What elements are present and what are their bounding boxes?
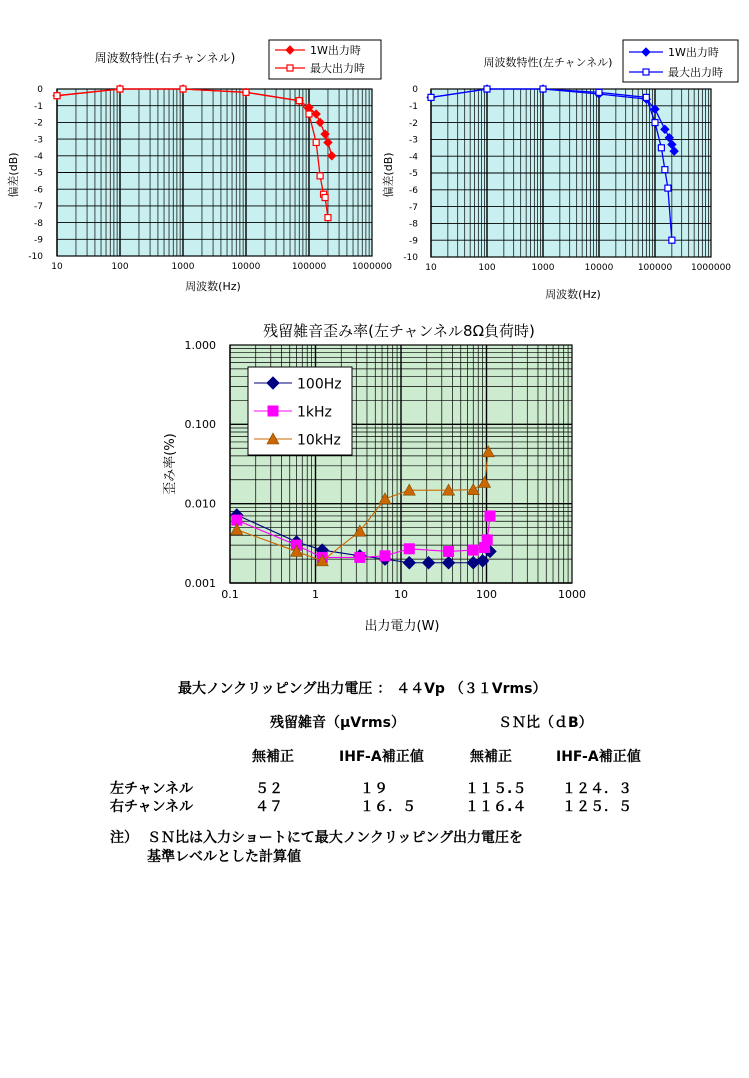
data-point — [355, 552, 365, 562]
x-tick-label: 1000000 — [690, 263, 732, 273]
sn-ihfa-value: １２４．３ — [562, 781, 632, 797]
y-tick-label: -9 — [34, 235, 43, 246]
y-tick-label: 0.100 — [184, 418, 216, 432]
y-axis-label: 偏差(dB) — [382, 152, 395, 198]
data-point — [485, 511, 495, 521]
x-tick-label: 1000 — [558, 588, 586, 601]
max-output-voltage-headline: 最大ノンクリッピング出力電圧 ： ４４Vp （３１Vrms） — [178, 681, 547, 697]
chart-title: 周波数特性(右チャンネル) — [94, 51, 236, 65]
distortion-chart — [150, 315, 600, 640]
x-axis-label: 出力電力(W) — [364, 619, 440, 634]
chart-title: 周波数特性(左チャンネル) — [483, 56, 613, 69]
y-tick-label: -10 — [28, 252, 43, 263]
data-point — [243, 89, 249, 95]
y-tick-label: -2 — [34, 118, 43, 129]
data-point — [662, 167, 668, 173]
noise-uncorrected-header: 無補正 — [252, 749, 294, 765]
x-tick-label: 100 — [478, 263, 496, 273]
sn-raw-value: １１６.４ — [465, 799, 527, 815]
note-line-2: 基準レベルとした計算値 — [147, 849, 301, 865]
x-tick-label: 100000 — [637, 263, 673, 273]
sn-raw-value: １１５.５ — [465, 781, 527, 797]
x-axis-label: 周波数(Hz) — [185, 280, 241, 293]
y-tick-label: -7 — [34, 202, 43, 213]
y-tick-label: -3 — [409, 135, 418, 146]
y-axis-label: 偏差(dB) — [7, 152, 20, 198]
data-point — [669, 237, 675, 243]
residual-noise-group-label: 残留雑音（μVrms） — [270, 715, 405, 731]
data-point — [322, 195, 328, 201]
data-point — [380, 551, 390, 561]
data-point — [665, 185, 671, 191]
x-tick-label: 0.1 — [221, 588, 239, 601]
legend-label: 1W出力時 — [310, 44, 361, 58]
data-point — [313, 139, 319, 145]
x-tick-label: 100 — [111, 262, 129, 272]
data-point — [484, 86, 490, 92]
y-tick-label: 0.010 — [184, 497, 216, 511]
y-tick-label: -6 — [34, 185, 43, 196]
y-tick-label: -8 — [409, 219, 418, 230]
y-tick-label: 0.001 — [184, 576, 216, 590]
legend-label: 10kHz — [297, 432, 341, 449]
freq-response-left-chart — [375, 30, 749, 305]
data-point — [482, 535, 492, 545]
data-point — [468, 545, 478, 555]
y-tick-label: -4 — [409, 152, 418, 163]
channel-label: 左チャンネル — [110, 781, 194, 797]
data-point — [180, 86, 186, 92]
x-tick-label: 1000 — [171, 262, 195, 272]
x-tick-label: 100 — [476, 588, 497, 601]
data-point — [325, 215, 331, 221]
note-label: 注） — [110, 830, 138, 846]
freq-response-right-chart — [0, 30, 393, 300]
y-tick-label: -8 — [34, 218, 43, 229]
noise-ihfa-header: IHF-A補正値 — [339, 749, 424, 765]
y-tick-label: -5 — [34, 168, 43, 179]
noise-ihfa-value: １６．５ — [360, 799, 416, 815]
sn-uncorrected-header: 無補正 — [470, 749, 512, 765]
y-tick-label: -7 — [409, 202, 418, 213]
y-tick-label: -1 — [409, 101, 418, 112]
y-tick-label: -3 — [34, 135, 43, 146]
sn-ihfa-value: １２５．５ — [562, 799, 632, 815]
x-tick-label: 1 — [312, 588, 319, 601]
data-point — [306, 111, 312, 117]
data-point — [296, 98, 302, 104]
y-tick-label: -5 — [409, 169, 418, 180]
y-axis-label: 歪み率(%) — [163, 433, 178, 495]
data-point — [658, 145, 664, 151]
y-tick-label: -9 — [409, 236, 418, 247]
data-point — [317, 173, 323, 179]
legend — [623, 40, 738, 82]
y-tick-label: -4 — [34, 151, 43, 162]
note-line-1: ＳＮ比は入力ショートにて最大ノンクリッピング出力電圧を — [147, 830, 524, 846]
legend-label: 最大出力時 — [668, 66, 723, 80]
data-point — [117, 86, 123, 92]
legend-marker — [643, 69, 649, 75]
legend-label: 1W出力時 — [668, 46, 719, 60]
data-point — [643, 94, 649, 100]
x-tick-label: 1000 — [531, 263, 555, 273]
data-point — [404, 544, 414, 554]
legend — [248, 367, 352, 455]
y-tick-label: -2 — [409, 118, 418, 129]
legend — [269, 40, 381, 79]
channel-label: 右チャンネル — [110, 799, 194, 815]
x-tick-label: 1000000 — [351, 262, 393, 272]
y-tick-label: -6 — [409, 185, 418, 196]
x-tick-label: 10000 — [584, 263, 614, 273]
data-point — [540, 86, 546, 92]
y-tick-label: -10 — [403, 253, 418, 264]
x-tick-label: 10 — [51, 262, 63, 272]
legend-label: 1kHz — [297, 404, 332, 421]
y-tick-label: 1.000 — [184, 338, 216, 352]
data-point — [596, 89, 602, 95]
x-axis-label: 周波数(Hz) — [545, 288, 601, 301]
y-tick-label: 0 — [412, 85, 418, 96]
legend-label: 最大出力時 — [310, 62, 365, 76]
data-point — [54, 93, 60, 99]
legend-marker — [268, 406, 278, 416]
data-point — [428, 94, 434, 100]
sn-ratio-group-label: ＳＮ比（ｄB） — [498, 715, 593, 731]
y-tick-label: 0 — [37, 85, 43, 96]
sn-ihfa-header: IHF-A補正値 — [556, 749, 641, 765]
data-point — [444, 546, 454, 556]
data-point — [652, 120, 658, 126]
chart-title: 残留雑音歪み率(左チャンネル8Ω負荷時) — [263, 322, 535, 340]
noise-raw-value: ４７ — [255, 799, 283, 815]
legend-marker — [287, 65, 293, 71]
x-tick-label: 10000 — [231, 262, 261, 272]
x-tick-label: 100000 — [291, 262, 327, 272]
noise-raw-value: ５２ — [255, 781, 283, 797]
x-tick-label: 10 — [425, 263, 437, 273]
legend-label: 100Hz — [297, 376, 342, 393]
x-tick-label: 10 — [394, 588, 408, 601]
y-tick-label: -1 — [34, 101, 43, 112]
noise-ihfa-value: １９ — [360, 781, 388, 797]
